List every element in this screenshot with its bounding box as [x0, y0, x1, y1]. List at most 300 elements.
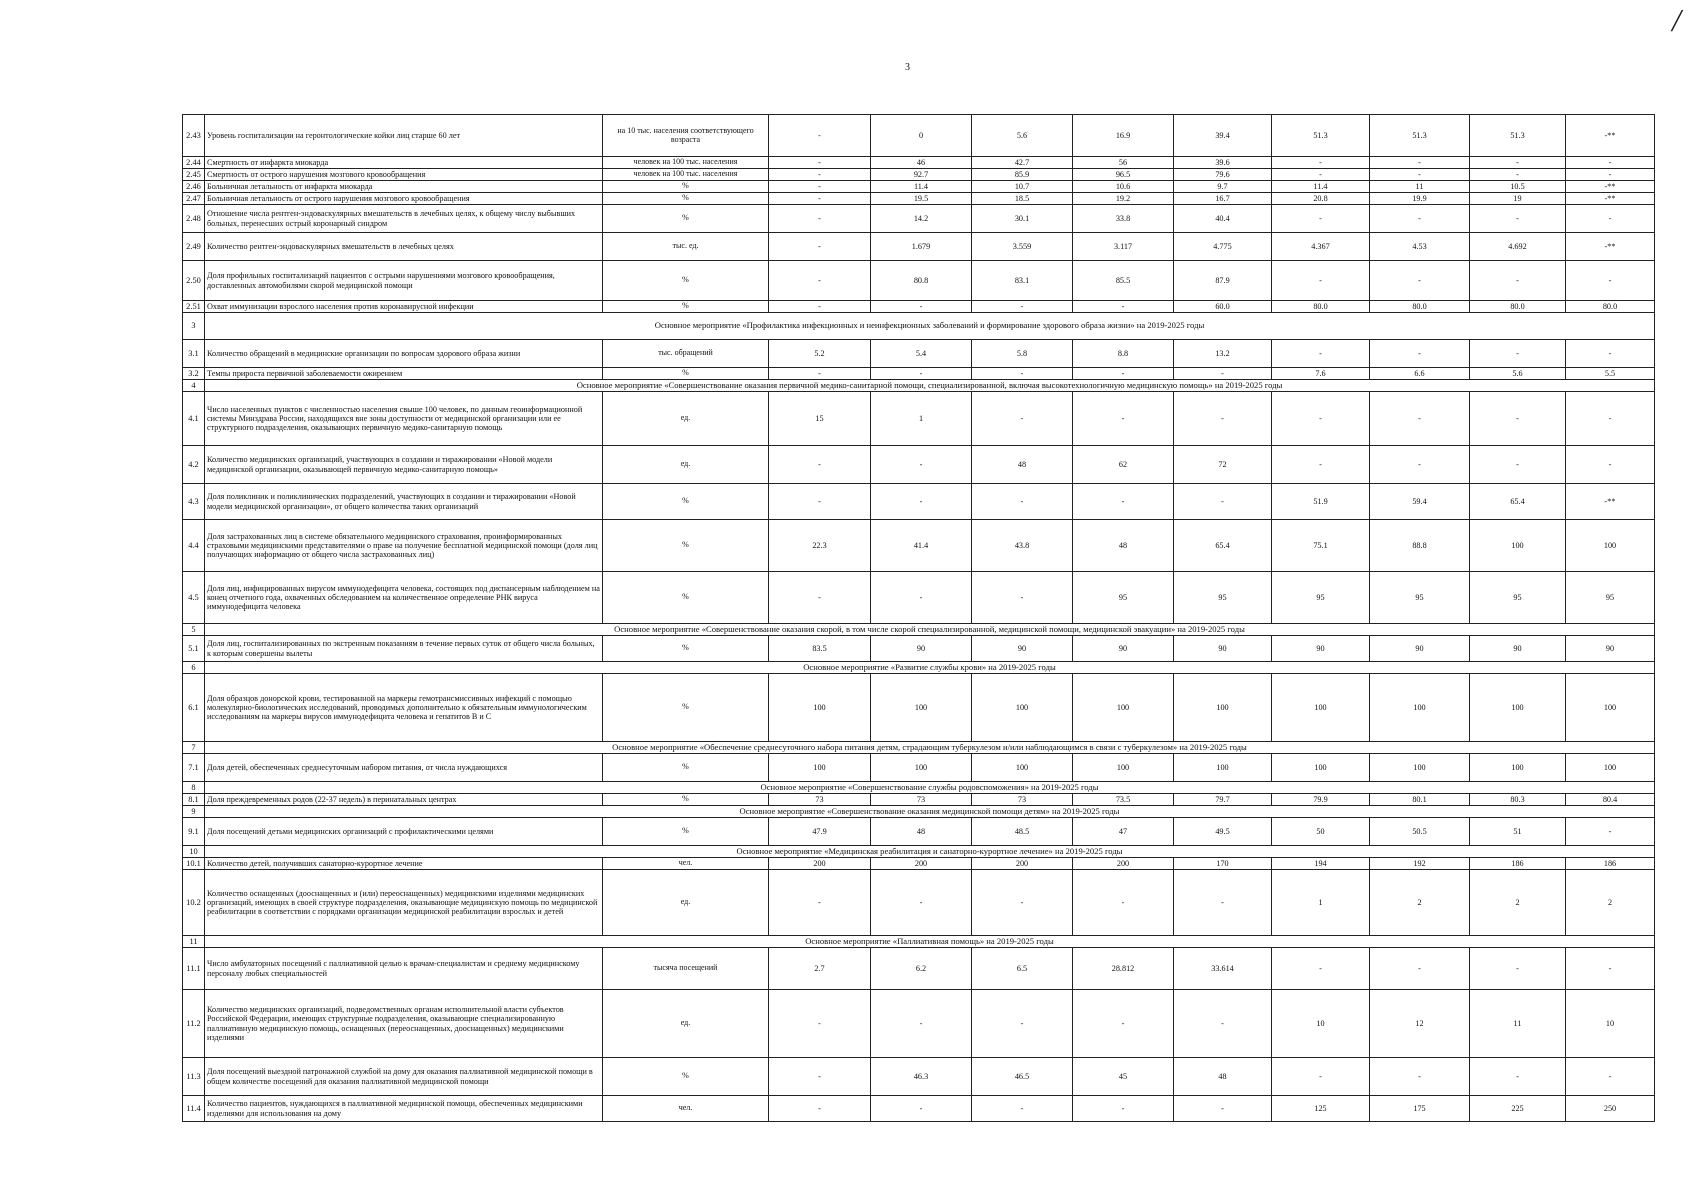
value-cell: 192 [1370, 858, 1470, 870]
indicator-name: Охват иммунизации взрослого населения против коронавирусной инфекции [205, 301, 603, 313]
unit-cell: % [603, 1058, 769, 1096]
value-cell: 8.8 [1073, 340, 1174, 368]
section-row [183, 624, 1655, 636]
indicator-name: Количество медицинских организаций, подведомственных органам исполнительной власти субъектов Российской Федерации, имеющих структурные подразделения, оказывающие специализированную паллиативную медицинскую помощь, оснащенных (переоснащенных, дооснащенных) медицинскими изделиями [205, 990, 603, 1058]
indicator-name: Смертность от инфаркта миокарда [205, 157, 603, 169]
row-number: 4.5 [183, 572, 205, 624]
value-cell: 18.5 [972, 193, 1073, 205]
value-cell: - [769, 169, 871, 181]
value-cell: 9.7 [1174, 181, 1272, 193]
section-row [183, 936, 1655, 948]
section-number: 5 [183, 624, 205, 636]
unit-cell: % [603, 484, 769, 520]
value-cell: 186 [1470, 858, 1566, 870]
value-cell: - [871, 572, 972, 624]
page-number: 3 [905, 62, 910, 73]
value-cell: 80.0 [1370, 301, 1470, 313]
row-number: 11.4 [183, 1096, 205, 1122]
value-cell: 65.4 [1470, 484, 1566, 520]
unit-cell: ед. [603, 990, 769, 1058]
value-cell: 95 [1370, 572, 1470, 624]
value-cell: 200 [972, 858, 1073, 870]
indicator-name: Число амбулаторных посещений с паллиативной целью к врачам-специалистам и среднему медицинскому персоналу любых специальностей [205, 948, 603, 990]
unit-cell: чел. [603, 1096, 769, 1122]
value-cell: -** [1566, 233, 1655, 261]
table-row [183, 636, 1655, 662]
value-cell: 90 [1370, 636, 1470, 662]
value-cell: - [972, 392, 1073, 446]
indicators-table [182, 114, 1655, 1122]
value-cell: 100 [769, 754, 871, 782]
row-number: 5.1 [183, 636, 205, 662]
unit-cell: тысяча посещений [603, 948, 769, 990]
value-cell: 73 [769, 794, 871, 806]
section-number: 4 [183, 380, 205, 392]
table-row [183, 368, 1655, 380]
table-row [183, 169, 1655, 181]
unit-cell: % [603, 301, 769, 313]
value-cell: 15 [769, 392, 871, 446]
indicator-name: Количество рентген-эндоваскулярных вмешательств в лечебных целях [205, 233, 603, 261]
value-cell: 19.5 [871, 193, 972, 205]
value-cell: 45 [1073, 1058, 1174, 1096]
value-cell: 48 [972, 446, 1073, 484]
value-cell: 90 [972, 636, 1073, 662]
row-number: 11.1 [183, 948, 205, 990]
row-number: 2.43 [183, 115, 205, 157]
section-row [183, 782, 1655, 794]
table-row [183, 205, 1655, 233]
unit-cell: % [603, 368, 769, 380]
value-cell: 80.4 [1566, 794, 1655, 806]
value-cell: 96.5 [1073, 169, 1174, 181]
indicator-name: Смертность от острого нарушения мозгового кровообращения [205, 169, 603, 181]
value-cell: - [1073, 301, 1174, 313]
value-cell: 20.8 [1272, 193, 1370, 205]
value-cell: 186 [1566, 858, 1655, 870]
value-cell: 90 [1174, 636, 1272, 662]
section-row [183, 380, 1655, 392]
value-cell: 75.1 [1272, 520, 1370, 572]
value-cell: - [972, 484, 1073, 520]
value-cell: - [769, 261, 871, 301]
value-cell: - [769, 233, 871, 261]
value-cell: 95 [1174, 572, 1272, 624]
value-cell: 2 [1470, 870, 1566, 936]
unit-cell: человек на 100 тыс. населения [603, 169, 769, 181]
row-number: 11.3 [183, 1058, 205, 1096]
value-cell: 4.692 [1470, 233, 1566, 261]
value-cell: 95 [1073, 572, 1174, 624]
table-row [183, 233, 1655, 261]
value-cell: - [1470, 392, 1566, 446]
value-cell: 2 [1566, 870, 1655, 936]
value-cell: - [1370, 205, 1470, 233]
value-cell: - [769, 205, 871, 233]
value-cell: - [871, 368, 972, 380]
section-title: Основное мероприятие «Развитие службы крови» на 2019-2025 годы [205, 662, 1655, 674]
value-cell: -** [1566, 484, 1655, 520]
value-cell: 28.812 [1073, 948, 1174, 990]
indicator-name: Доля преждевременных родов (22-37 недель) в перинатальных центрах [205, 794, 603, 806]
value-cell: 47.9 [769, 818, 871, 846]
value-cell: 11 [1470, 990, 1566, 1058]
value-cell: 48 [1073, 520, 1174, 572]
value-cell: 11.4 [871, 181, 972, 193]
value-cell: 170 [1174, 858, 1272, 870]
value-cell: - [972, 870, 1073, 936]
value-cell: 33.8 [1073, 205, 1174, 233]
indicator-name: Доля лиц, госпитализированных по экстренным показаниям в течение первых суток от общего числа больных, к которым совершены вылеты [205, 636, 603, 662]
value-cell: - [1073, 990, 1174, 1058]
value-cell: 49.5 [1174, 818, 1272, 846]
section-title: Основное мероприятие «Совершенствование оказания медицинской помощи детям» на 2019-2025 годы [205, 806, 1655, 818]
table-row [183, 392, 1655, 446]
indicator-name: Количество медицинских организаций, участвующих в создании и тиражировании «Новой модели медицинской организации, оказывающей первичную медико-санитарную помощь» [205, 446, 603, 484]
value-cell: - [1073, 484, 1174, 520]
value-cell: - [1370, 948, 1470, 990]
value-cell: 6.5 [972, 948, 1073, 990]
value-cell: 14.2 [871, 205, 972, 233]
value-cell: 2 [1370, 870, 1470, 936]
value-cell: 4.775 [1174, 233, 1272, 261]
value-cell: 100 [972, 754, 1073, 782]
value-cell: 90 [871, 636, 972, 662]
indicator-name: Доля профильных госпитализаций пациентов с острыми нарушениями мозгового кровообращения, доставленных автомобилями скорой медицинской помощи [205, 261, 603, 301]
unit-cell: % [603, 205, 769, 233]
table-row [183, 261, 1655, 301]
value-cell: - [871, 1096, 972, 1122]
value-cell: 42.7 [972, 157, 1073, 169]
section-title: Основное мероприятие «Совершенствование оказания скорой, в том числе скорой специализированной, медицинской помощи, медицинской эвакуации» на 2019-2025 годы [205, 624, 1655, 636]
value-cell: 65.4 [1174, 520, 1272, 572]
section-number: 9 [183, 806, 205, 818]
row-number: 2.50 [183, 261, 205, 301]
section-row [183, 313, 1655, 340]
value-cell: - [1073, 1096, 1174, 1122]
table-row [183, 115, 1655, 157]
indicator-name: Больничная летальность от инфаркта миокарда [205, 181, 603, 193]
value-cell: 5.4 [871, 340, 972, 368]
value-cell: 90 [1272, 636, 1370, 662]
indicator-name: Доля детей, обеспеченных среднесуточным набором питания, от числа нуждающихся [205, 754, 603, 782]
section-title: Основное мероприятие «Профилактика инфекционных и неинфекционных заболеваний и формирование здорового образа жизни» на 2019-2025 годы [205, 313, 1655, 340]
value-cell: - [1272, 169, 1370, 181]
value-cell: 85.9 [972, 169, 1073, 181]
indicator-name: Количество оснащенных (дооснащенных и (или) переоснащенных) медицинскими изделиями медицинских организаций, имеющих в своей структуре подразделения, оказывающие медицинскую помощь по медицинской реабилитации в соответствии с порядками организации медицинской реабилитации взрослых и детей [205, 870, 603, 936]
value-cell: - [972, 572, 1073, 624]
table-row [183, 754, 1655, 782]
value-cell: 48.5 [972, 818, 1073, 846]
value-cell: - [1470, 1058, 1566, 1096]
value-cell: - [1566, 948, 1655, 990]
table-row [183, 1058, 1655, 1096]
value-cell: - [1073, 392, 1174, 446]
value-cell: 51.9 [1272, 484, 1370, 520]
value-cell: - [1566, 169, 1655, 181]
value-cell: - [769, 1058, 871, 1096]
indicator-name: Количество детей, получивших санаторно-курортное лечение [205, 858, 603, 870]
value-cell: - [1566, 157, 1655, 169]
row-number: 2.45 [183, 169, 205, 181]
value-cell: - [1174, 484, 1272, 520]
value-cell: 6.2 [871, 948, 972, 990]
value-cell: 50.5 [1370, 818, 1470, 846]
value-cell: 10 [1566, 990, 1655, 1058]
value-cell: - [1566, 1058, 1655, 1096]
value-cell: - [1370, 392, 1470, 446]
value-cell: - [769, 193, 871, 205]
value-cell: - [1272, 261, 1370, 301]
row-number: 2.47 [183, 193, 205, 205]
value-cell: 100 [871, 674, 972, 742]
section-number: 6 [183, 662, 205, 674]
corner-mark: / [1672, 2, 1681, 38]
row-number: 2.49 [183, 233, 205, 261]
value-cell: 125 [1272, 1096, 1370, 1122]
value-cell: - [1370, 446, 1470, 484]
section-title: Основное мероприятие «Совершенствование оказания первичной медико-санитарной помощи, специализированной, включая высокотехнологичную медицинскую помощь» на 2019-2025 годы [205, 380, 1655, 392]
row-number: 2.48 [183, 205, 205, 233]
value-cell: 48 [1174, 1058, 1272, 1096]
value-cell: 95 [1272, 572, 1370, 624]
row-number: 9.1 [183, 818, 205, 846]
value-cell: - [1470, 261, 1566, 301]
value-cell: - [1174, 870, 1272, 936]
unit-cell: чел. [603, 858, 769, 870]
value-cell: 11.4 [1272, 181, 1370, 193]
value-cell: 60.0 [1174, 301, 1272, 313]
value-cell: - [1370, 340, 1470, 368]
value-cell: 39.6 [1174, 157, 1272, 169]
table-row [183, 948, 1655, 990]
row-number: 3.2 [183, 368, 205, 380]
value-cell: - [1174, 368, 1272, 380]
value-cell: 46 [871, 157, 972, 169]
indicator-name: Количество пациентов, нуждающихся в паллиативной медицинской помощи, обеспеченных медицинскими изделиями для использования на дому [205, 1096, 603, 1122]
section-row [183, 662, 1655, 674]
table-row [183, 818, 1655, 846]
value-cell: 40.4 [1174, 205, 1272, 233]
value-cell: 51.3 [1272, 115, 1370, 157]
indicator-name: Количество обращений в медицинские организации по вопросам здорового образа жизни [205, 340, 603, 368]
value-cell: 56 [1073, 157, 1174, 169]
value-cell: 5.5 [1566, 368, 1655, 380]
value-cell: 33.614 [1174, 948, 1272, 990]
row-number: 2.44 [183, 157, 205, 169]
value-cell: - [1272, 446, 1370, 484]
indicator-name: Доля образцов донорской крови, тестированной на маркеры гемотрансмиссивных инфекций с помощью молекулярно-биологических исследований, проводимых дополнительно к обязательным иммунологическим исследованиям на маркеры вирусов иммунодефицита человека и гепатитов В и С [205, 674, 603, 742]
section-title: Основное мероприятие «Обеспечение среднесуточного набора питания детям, страдающим туберкулезом и/или наблюдающимся в связи с туберкулезом» на 2019-2025 годы [205, 742, 1655, 754]
value-cell: 100 [972, 674, 1073, 742]
value-cell: -** [1566, 181, 1655, 193]
value-cell: - [769, 368, 871, 380]
value-cell: 3.559 [972, 233, 1073, 261]
value-cell: - [1566, 205, 1655, 233]
value-cell: - [769, 157, 871, 169]
value-cell: - [1470, 169, 1566, 181]
value-cell: 13.2 [1174, 340, 1272, 368]
value-cell: 95 [1566, 572, 1655, 624]
unit-cell: % [603, 193, 769, 205]
value-cell: 10.5 [1470, 181, 1566, 193]
value-cell: 100 [1566, 754, 1655, 782]
row-number: 2.51 [183, 301, 205, 313]
table-row [183, 157, 1655, 169]
value-cell: - [871, 484, 972, 520]
value-cell: 200 [1073, 858, 1174, 870]
value-cell: - [1272, 157, 1370, 169]
table-row [183, 1096, 1655, 1122]
value-cell: - [1370, 261, 1470, 301]
unit-cell: ед. [603, 446, 769, 484]
row-number: 7.1 [183, 754, 205, 782]
unit-cell: тыс. обращений [603, 340, 769, 368]
value-cell: 16.9 [1073, 115, 1174, 157]
section-number: 8 [183, 782, 205, 794]
value-cell: 100 [1470, 754, 1566, 782]
unit-cell: % [603, 181, 769, 193]
table-row [183, 674, 1655, 742]
value-cell: 47 [1073, 818, 1174, 846]
value-cell: - [769, 301, 871, 313]
section-title: Основное мероприятие «Паллиативная помощь» на 2019-2025 годы [205, 936, 1655, 948]
value-cell: - [1272, 1058, 1370, 1096]
section-title: Основное мероприятие «Совершенствование службы родовспоможения» на 2019-2025 годы [205, 782, 1655, 794]
unit-cell: % [603, 794, 769, 806]
value-cell: - [1470, 446, 1566, 484]
indicator-name: Темпы прироста первичной заболеваемости ожирением [205, 368, 603, 380]
value-cell: 100 [1566, 520, 1655, 572]
value-cell: - [972, 1096, 1073, 1122]
value-cell: - [769, 870, 871, 936]
value-cell: - [769, 484, 871, 520]
unit-cell: ед. [603, 392, 769, 446]
table-row [183, 193, 1655, 205]
value-cell: - [871, 446, 972, 484]
unit-cell: тыс. ед. [603, 233, 769, 261]
value-cell: 1.679 [871, 233, 972, 261]
value-cell: 22.3 [769, 520, 871, 572]
value-cell: - [1566, 446, 1655, 484]
value-cell: 46.3 [871, 1058, 972, 1096]
value-cell: 48 [871, 818, 972, 846]
value-cell: - [1370, 1058, 1470, 1096]
value-cell: 100 [1174, 674, 1272, 742]
unit-cell: % [603, 818, 769, 846]
value-cell: 100 [1470, 520, 1566, 572]
value-cell: - [1470, 157, 1566, 169]
indicator-name: Доля лиц, инфицированных вирусом иммунодефицита человека, состоящих под диспансерным наблюдением на конец отчетного года, охваченных обследованием на количественное определение РНК вируса иммунодефицита человека [205, 572, 603, 624]
table-row [183, 446, 1655, 484]
value-cell: 30.1 [972, 205, 1073, 233]
value-cell: 2.7 [769, 948, 871, 990]
value-cell: 3.117 [1073, 233, 1174, 261]
table-row [183, 484, 1655, 520]
value-cell: 4.53 [1370, 233, 1470, 261]
value-cell: 100 [769, 674, 871, 742]
indicator-name: Больничная летальность от острого нарушения мозгового кровообращения [205, 193, 603, 205]
section-number: 3 [183, 313, 205, 340]
value-cell: 83.1 [972, 261, 1073, 301]
value-cell: -** [1566, 115, 1655, 157]
value-cell: 5.2 [769, 340, 871, 368]
row-number: 4.4 [183, 520, 205, 572]
table-row [183, 340, 1655, 368]
value-cell: 5.8 [972, 340, 1073, 368]
value-cell: - [1272, 340, 1370, 368]
row-number: 4.3 [183, 484, 205, 520]
value-cell: 19 [1470, 193, 1566, 205]
value-cell: - [769, 115, 871, 157]
row-number: 6.1 [183, 674, 205, 742]
value-cell: - [871, 870, 972, 936]
value-cell: 11 [1370, 181, 1470, 193]
value-cell: - [1073, 368, 1174, 380]
value-cell: - [1370, 169, 1470, 181]
value-cell: 19.2 [1073, 193, 1174, 205]
value-cell: 90 [1073, 636, 1174, 662]
row-number: 2.46 [183, 181, 205, 193]
value-cell: 39.4 [1174, 115, 1272, 157]
value-cell: 16.7 [1174, 193, 1272, 205]
row-number: 11.2 [183, 990, 205, 1058]
value-cell: - [769, 1096, 871, 1122]
section-number: 10 [183, 846, 205, 858]
indicator-name: Доля поликлиник и поликлинических подразделений, участвующих в создании и тиражировании «Новой модели медицинской организации», от общего количества таких организаций [205, 484, 603, 520]
unit-cell: ед. [603, 870, 769, 936]
value-cell: 80.8 [871, 261, 972, 301]
value-cell: - [1370, 157, 1470, 169]
value-cell: 87.9 [1174, 261, 1272, 301]
value-cell: - [1272, 392, 1370, 446]
value-cell: - [1566, 340, 1655, 368]
value-cell: 80.0 [1272, 301, 1370, 313]
table-row [183, 572, 1655, 624]
value-cell: 80.1 [1370, 794, 1470, 806]
value-cell: 5.6 [972, 115, 1073, 157]
value-cell: 100 [871, 754, 972, 782]
value-cell: - [769, 990, 871, 1058]
value-cell: 85.5 [1073, 261, 1174, 301]
value-cell: 10.7 [972, 181, 1073, 193]
section-number: 11 [183, 936, 205, 948]
value-cell: - [972, 368, 1073, 380]
value-cell: 80.0 [1470, 301, 1566, 313]
row-number: 4.2 [183, 446, 205, 484]
value-cell: 95 [1470, 572, 1566, 624]
row-number: 10.1 [183, 858, 205, 870]
table-row [183, 858, 1655, 870]
value-cell: 100 [1370, 754, 1470, 782]
value-cell: 80.3 [1470, 794, 1566, 806]
unit-cell: % [603, 636, 769, 662]
indicator-name: Доля застрахованных лиц в системе обязательного медицинского страхования, проинформированных страховыми медицинскими представителями о праве на получение бесплатной медицинской помощи (доля лиц получающих информацию от общего числа застрахованных лиц) [205, 520, 603, 572]
value-cell: - [972, 301, 1073, 313]
value-cell: - [1073, 870, 1174, 936]
section-title: Основное мероприятие «Медицинская реабилитация и санаторно-курортное лечение» на 2019-2025 годы [205, 846, 1655, 858]
value-cell: - [769, 572, 871, 624]
value-cell: - [1174, 392, 1272, 446]
value-cell: 100 [1566, 674, 1655, 742]
indicator-name: Число населенных пунктов с численностью населения свыше 100 человек, по данным геоинформационной системы Минздрава России, находящихся вне зоны доступности от медицинской организации или ее структурного подразделения, оказывающих первичную медико-санитарную помощь [205, 392, 603, 446]
value-cell: 83.5 [769, 636, 871, 662]
value-cell: 250 [1566, 1096, 1655, 1122]
indicator-name: Отношение числа рентген-эндоваскулярных вмешательств в лечебных целях, к общему числу выбывших больных, перенесших острый коронарный синдром [205, 205, 603, 233]
table-row [183, 870, 1655, 936]
value-cell: 100 [1073, 674, 1174, 742]
value-cell: 79.6 [1174, 169, 1272, 181]
